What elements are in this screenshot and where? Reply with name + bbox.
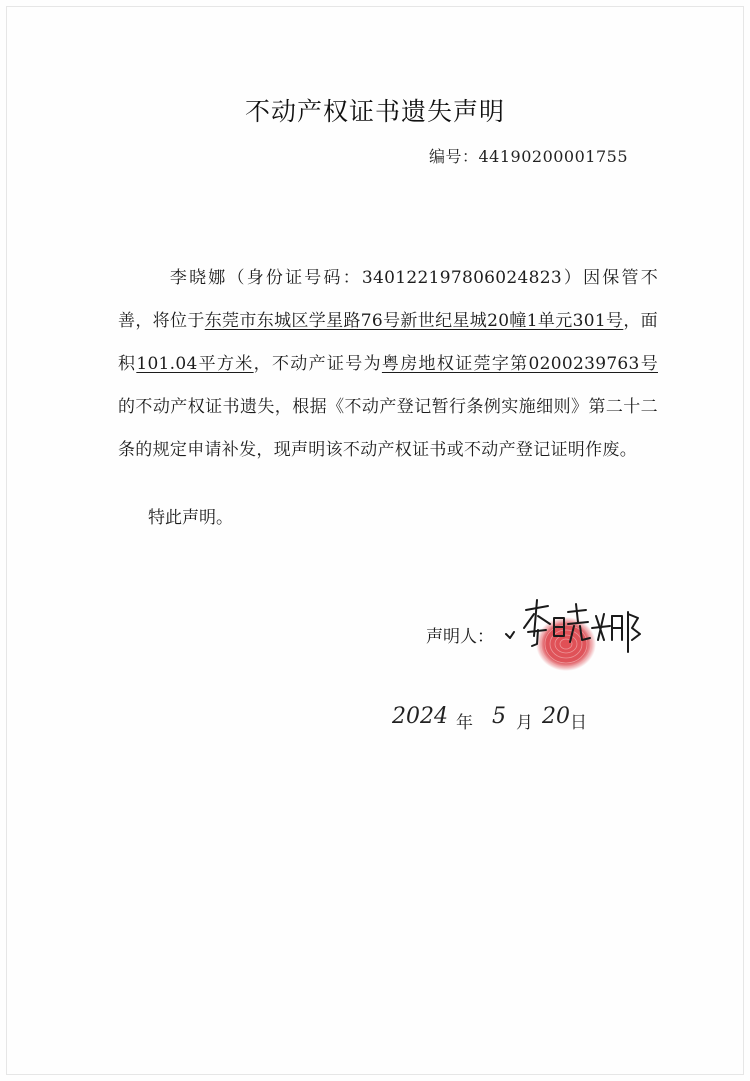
date-year: 2024 — [392, 704, 448, 729]
serial-number: 44190200001755 — [478, 147, 628, 166]
property-address: 东莞市东城区学星路76号新世纪星城20幢1单元301号 — [204, 311, 624, 331]
closing-statement: 特此声明。 — [148, 508, 233, 528]
date-day-unit: 日 — [570, 713, 587, 733]
date-month-unit: 月 — [516, 713, 533, 733]
handwritten-signature — [504, 596, 654, 676]
serial-number-line — [429, 144, 628, 167]
handwritten-date — [392, 700, 612, 740]
id-close-text: ）因保管不善，将位于 — [118, 268, 658, 331]
area-label: ，面积 — [118, 311, 658, 374]
declaration-body — [118, 257, 658, 472]
id-number: 340122197806024823 — [361, 268, 562, 288]
declarant-label: 声明人： — [426, 627, 494, 647]
certificate-number: 粤房地权证莞字第0200239763号 — [381, 354, 658, 374]
scan-border — [6, 6, 744, 1075]
body-rest-text: 的不动产权证书遗失，根据《不动产登记暂行条例实施细则》第二十二条的规定申请补发，现声明该不动产权证书或不动产登记证明作废。 — [118, 397, 658, 460]
date-month: 5 — [492, 704, 506, 729]
property-area: 101.04平方米 — [136, 354, 254, 374]
date-year-unit: 年 — [456, 713, 473, 733]
document-title: 不动产权证书遗失声明 — [244, 97, 505, 126]
date-day: 20 — [542, 704, 570, 729]
cert-label: ，不动产证号为 — [253, 354, 382, 374]
declarant-name: 李晓娜 — [168, 268, 228, 288]
serial-label: 编号： — [428, 147, 479, 166]
id-open-text: （身份证号码： — [227, 268, 362, 288]
